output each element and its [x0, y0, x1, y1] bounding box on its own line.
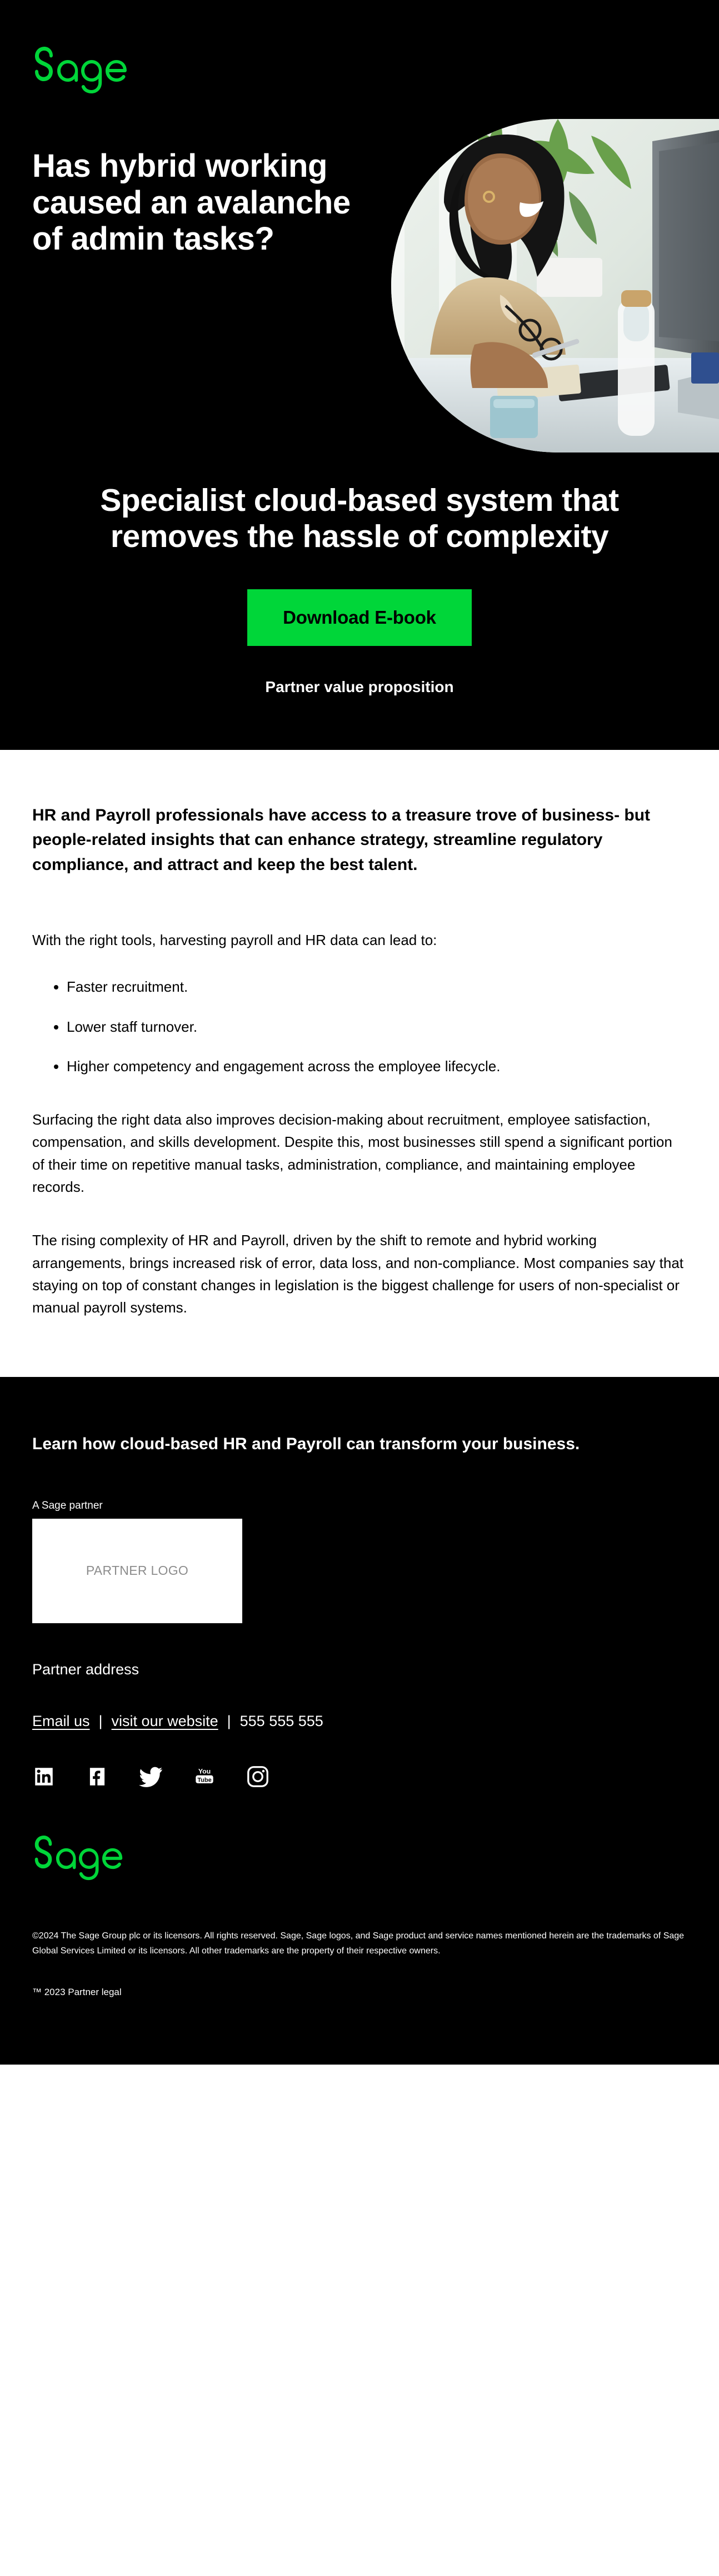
sage-logo-icon [32, 1832, 126, 1886]
footer-section [0, 1377, 719, 2065]
list-item: • Lower staff turnover. [67, 1017, 687, 1038]
hero-kicker: Partner value proposition [265, 678, 454, 695]
body-paragraph-2: The rising complexity of HR and Payroll, driven by the shift to remote and hybrid working arrangements, brings increased risk of error, data loss, and non-compliance. Most companies say that staying on top of constant changes in legislation is the biggest challenge for users of non-specialist or manual payroll systems. [32, 1232, 684, 1316]
visit-website-link[interactable]: visit our website [111, 1712, 218, 1729]
hero-headline: Has hybrid working caused an avalanche of admin tasks? [32, 148, 351, 257]
body-paragraph-1: Surfacing the right data also improves decision-making about recruitment, employee satisfaction, compensation, and skills development. Despite this, most businesses still spend a significant portion of their time on repetitive manual tasks, administration, compliance, and maintaining employee records. [32, 1111, 672, 1196]
copyright-text: ©2024 The Sage Group plc or its licensors. All rights reserved. Sage, Sage logos, and Sage product and service names mentioned herein are the trademarks of Sage Global Services Limited or its licensors. All other trademarks are the property of their respective owners. [32, 1931, 685, 1956]
list-item: • Higher competency and engagement across the employee lifecycle. [67, 1056, 687, 1077]
lead-paragraph: HR and Payroll professionals have access to a treasure trove of business- but people-related insights that can enhance strategy, streamline regulatory compliance, and attract and keep the best talent. [32, 805, 651, 874]
hero-subheadline: Specialist cloud-based system that removes the hassle of complexity [100, 483, 619, 554]
footer-logo-wrap [32, 1832, 687, 1888]
footer-sage-logo-link[interactable] [32, 1878, 126, 1888]
phone-number: 555 555 555 [239, 1712, 323, 1729]
partner-address: Partner address [32, 1660, 139, 1678]
cta-wrapper [0, 555, 719, 646]
header-logo-wrap [0, 0, 719, 99]
email-us-link[interactable]: Email us [32, 1712, 90, 1729]
sage-logo-icon [32, 43, 130, 99]
partner-legal-text: ™ 2023 Partner legal [32, 1986, 122, 1997]
social-link-linkedin[interactable] [32, 1765, 56, 1788]
social-link-twitter[interactable] [139, 1764, 163, 1789]
hero-band [0, 119, 719, 452]
social-link-youtube[interactable] [193, 1766, 216, 1788]
linkedin-icon [32, 1765, 56, 1788]
partner-label: A Sage partner [32, 1499, 103, 1511]
youtube-icon [193, 1766, 216, 1788]
svg-text:Tube: Tube [197, 1776, 212, 1783]
list-item: • Faster recruitment. [67, 977, 687, 998]
benefits-list [52, 977, 687, 1077]
twitter-icon [139, 1764, 163, 1789]
hero-photo-image [391, 119, 719, 452]
facebook-icon [86, 1765, 109, 1788]
social-link-instagram[interactable] [246, 1764, 270, 1789]
body-section [0, 750, 719, 1377]
contact-row [32, 1713, 687, 1730]
download-ebook-button[interactable]: Download E-book [247, 589, 472, 646]
hero-section [0, 0, 719, 750]
contact-separator-2: | [227, 1712, 231, 1729]
sage-logo-link[interactable] [32, 43, 719, 99]
hero-photo [391, 119, 719, 452]
footer-title: Learn how cloud-based HR and Payroll can transform your business. [32, 1434, 580, 1453]
partner-logo-placeholder-text: PARTNER LOGO [86, 1563, 189, 1578]
contact-separator-1: | [98, 1712, 103, 1729]
instagram-icon [246, 1764, 270, 1789]
svg-text:You: You [198, 1767, 211, 1775]
social-links-row [32, 1764, 687, 1789]
intro-paragraph: With the right tools, harvesting payroll and HR data can lead to: [32, 932, 437, 949]
social-link-facebook[interactable] [86, 1765, 109, 1788]
partner-logo-placeholder-box [32, 1519, 242, 1623]
